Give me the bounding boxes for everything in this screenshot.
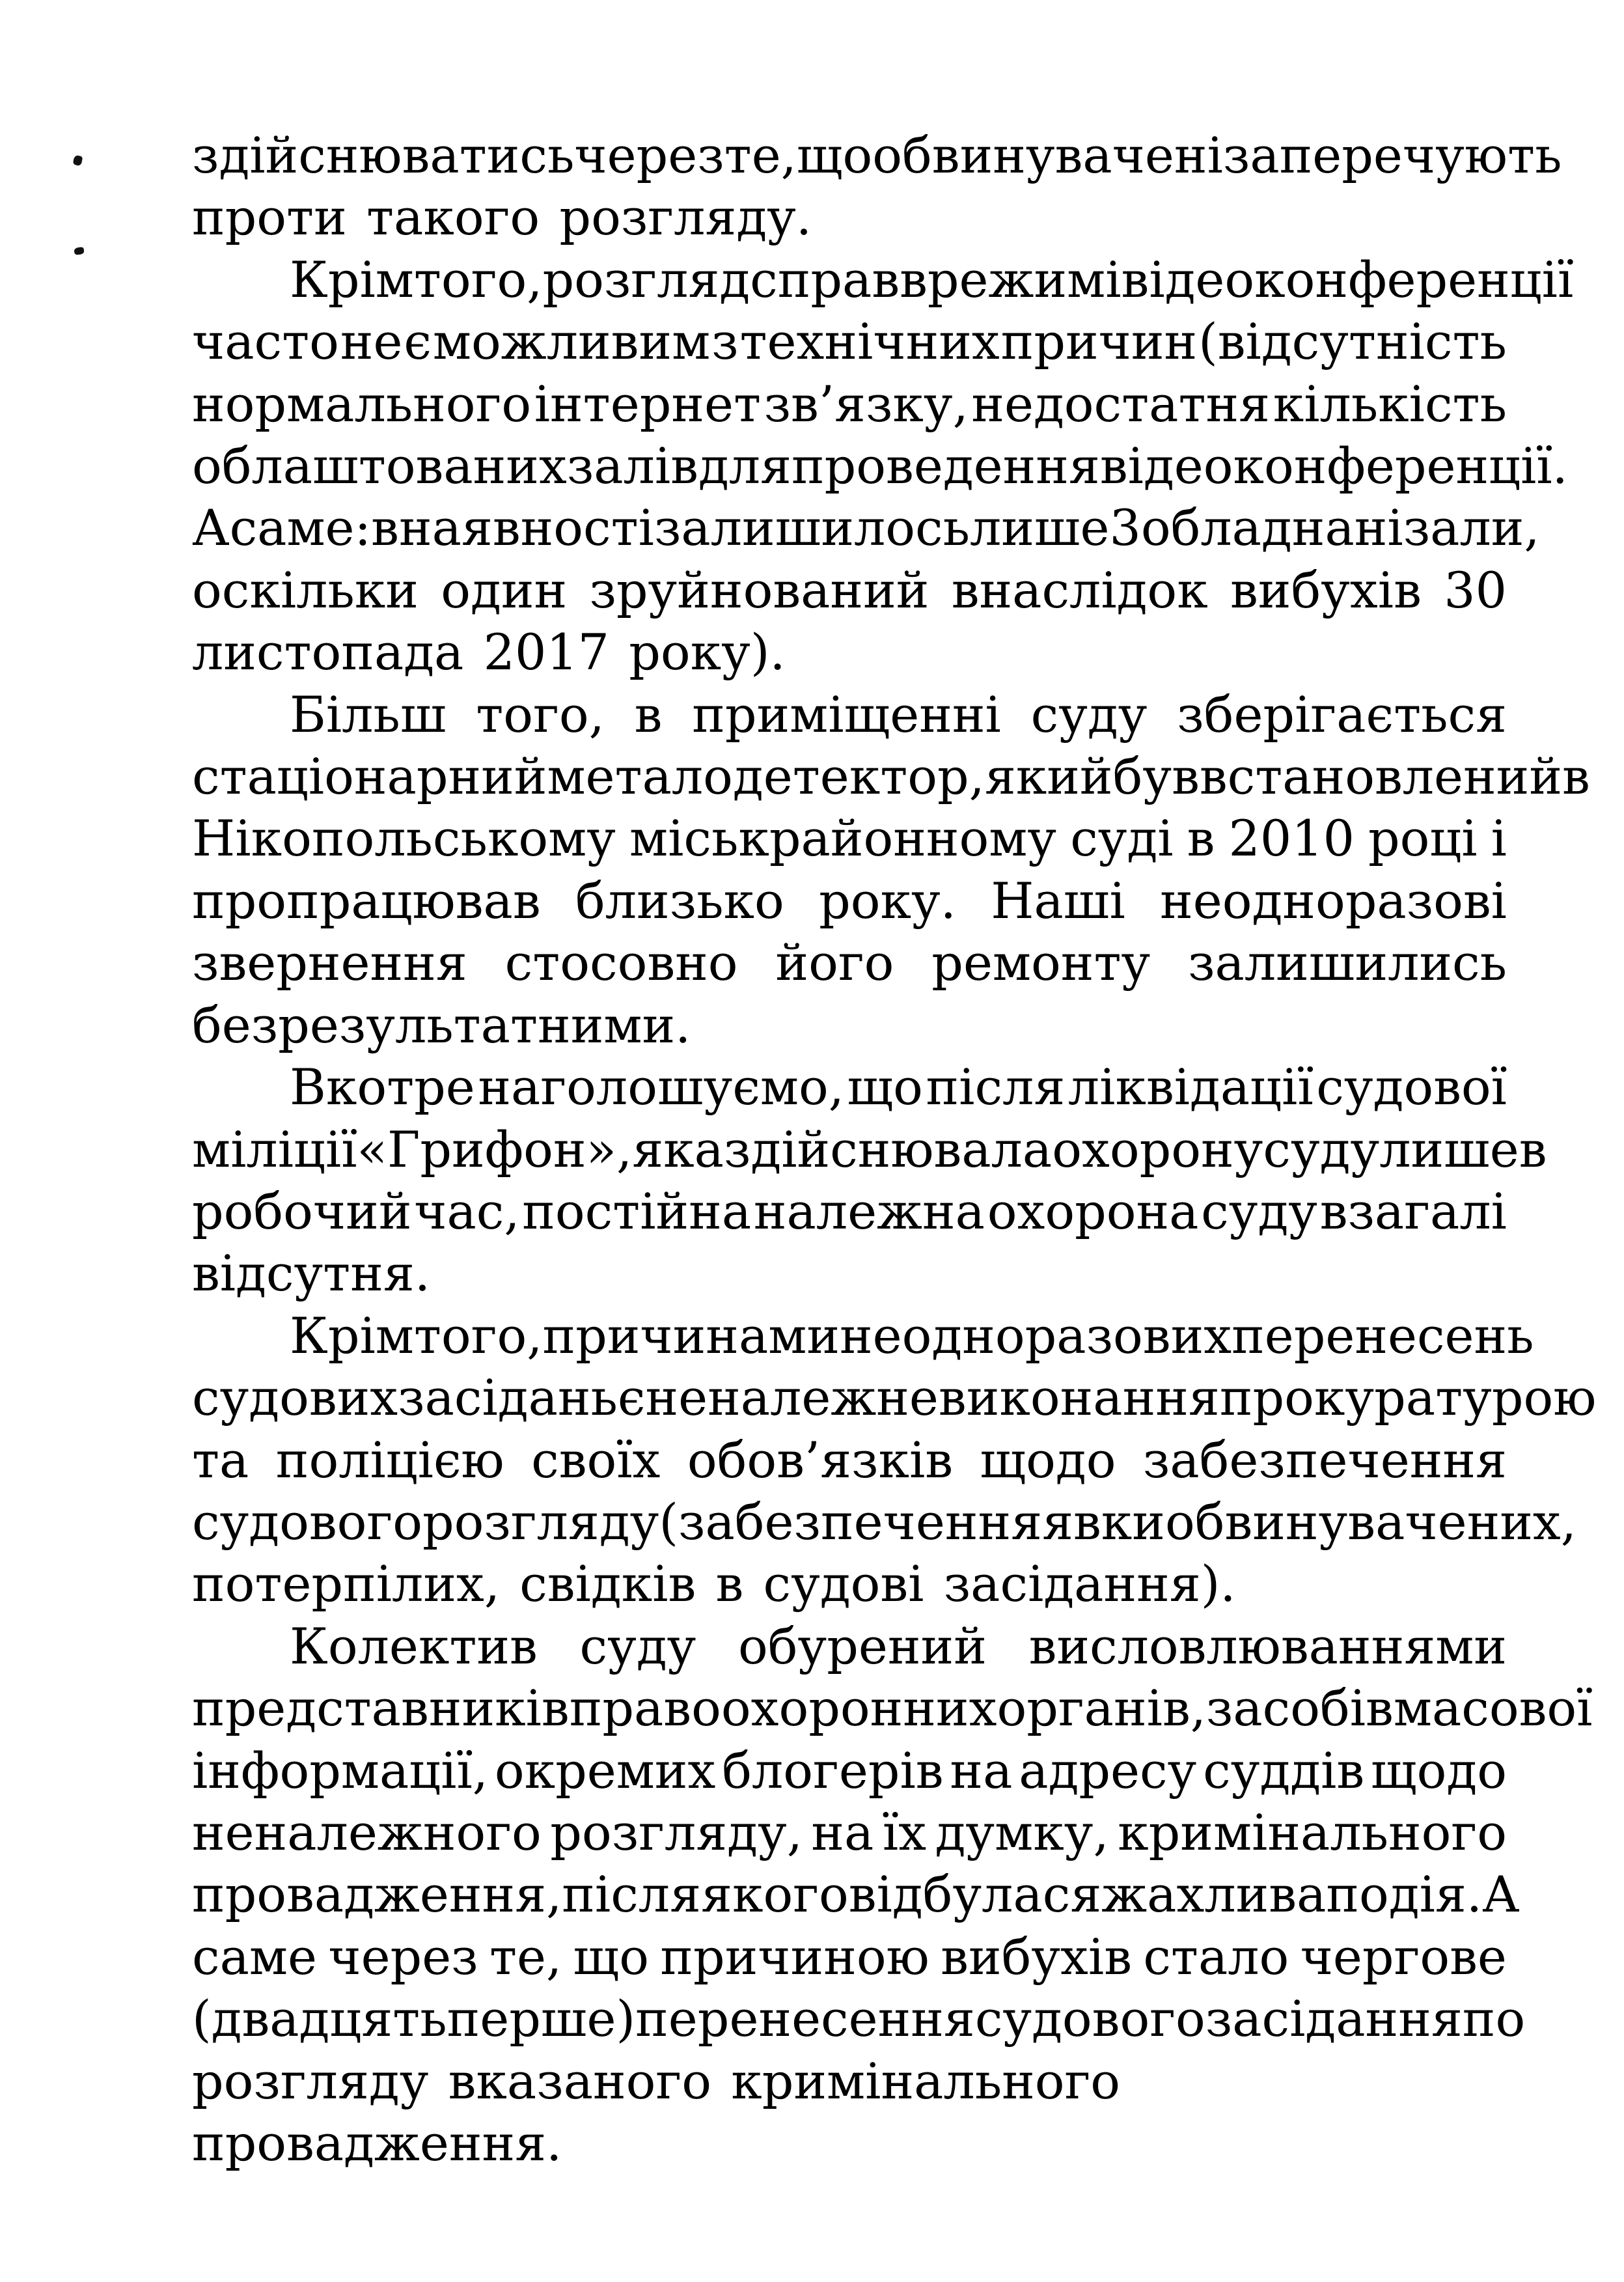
text-line: Більш того, в приміщенні суду зберігається bbox=[290, 685, 1507, 744]
text-line: пропрацював близько року. Наші неодноразові bbox=[192, 871, 1507, 930]
text-line: розгляду вказаного кримінального провадження. bbox=[192, 2052, 1121, 2172]
text-line: провадження, після якого відбулася жахлива подія. А bbox=[192, 1865, 1520, 1924]
text-line: інформації, окремих блогерів на адресу суддів щодо bbox=[192, 1741, 1507, 1800]
text-line: здійснюватись через те, що обвинувачені заперечують bbox=[192, 126, 1562, 184]
text-line: саме через те, що причиною вибухів стало чергове bbox=[192, 1927, 1507, 1986]
text-line: листопада 2017 року). bbox=[192, 623, 786, 682]
text-line: робочий час, постійна належна охорона суду взагалі bbox=[192, 1182, 1507, 1240]
text-block bbox=[192, 124, 1597, 2174]
ink-speck bbox=[73, 155, 83, 166]
text-line: Крім того, розгляд справ в режимі відеоконференції bbox=[290, 250, 1574, 309]
text-line: та поліцією своїх обов’язків щодо забезпечення bbox=[192, 1430, 1507, 1489]
text-line: безрезультатними. bbox=[192, 995, 691, 1054]
text-line: Вкотре наголошуємо, що після ліквідації судової bbox=[290, 1058, 1507, 1117]
ink-speck bbox=[74, 247, 84, 255]
text-line: (двадцять перше) перенесення судового засідання по bbox=[192, 1990, 1526, 2048]
text-line: потерпілих, свідків в судові засідання). bbox=[192, 1555, 1236, 1613]
text-line: Нікопольському міськрайонному суді в 2010 році і bbox=[192, 809, 1507, 868]
text-line: нормального інтернет зв’язку, недостатня кількість bbox=[192, 374, 1507, 433]
text-line: облаштованих залів для проведення відео конференції. bbox=[192, 437, 1568, 495]
text-line: стаціонарний металодетектор, який був встановлений в bbox=[192, 747, 1590, 806]
text-line: відсутня. bbox=[192, 1244, 430, 1303]
text-line: проти такого розгляду. bbox=[192, 188, 812, 247]
text-line: Крім того, причинами неодноразових перенесень bbox=[290, 1306, 1534, 1365]
text-line: неналежного розгляду, на їх думку, кримінального bbox=[192, 1803, 1507, 1861]
text-line: міліції «Грифон», яка здійснювала охорону суду лише в bbox=[192, 1120, 1547, 1178]
text-line: судового розгляду (забезпечення явки обвинувачених, bbox=[192, 1492, 1576, 1551]
text-line: оскільки один зруйнований внаслідок вибухів 30 bbox=[192, 561, 1507, 619]
text-line: А саме: в наявності залишилось лише 3 обладнані зали, bbox=[192, 499, 1540, 557]
text-line: представників правоохоронних органів, засобів масової bbox=[192, 1679, 1593, 1738]
text-line: звернення стосовно його ремонту залишились bbox=[192, 934, 1507, 992]
text-line: судових засідань є неналежне виконання прокуратурою bbox=[192, 1369, 1597, 1427]
text-line: часто не є можливим з технічних причин (відсутність bbox=[192, 313, 1507, 371]
text-line: Колектив суду обурений висловлюваннями bbox=[290, 1617, 1507, 1675]
